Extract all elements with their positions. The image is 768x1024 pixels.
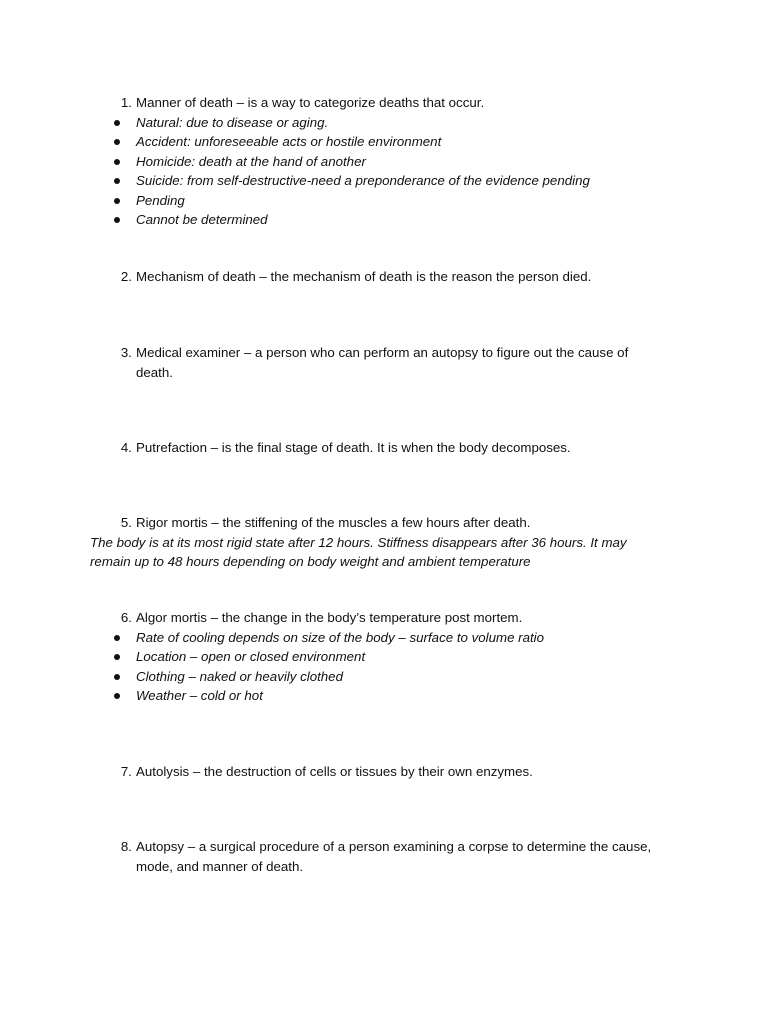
bullet-icon — [114, 635, 120, 641]
bullet-icon — [114, 693, 120, 699]
list-item-2 — [0, 267, 768, 287]
bullet-icon — [114, 674, 120, 680]
bullet-list — [0, 628, 768, 706]
item-text: Medical examiner – a person who can perform an autopsy to figure out the cause of — [136, 345, 629, 360]
bullet-item: Clothing – naked or heavily clothed — [0, 667, 768, 687]
item-text: Manner of death – is a way to categorize deaths that occur. — [136, 95, 485, 110]
bullet-item: Homicide: death at the hand of another — [0, 152, 768, 172]
list-item-1 — [0, 93, 768, 230]
list-item-7 — [0, 762, 768, 782]
item-number: 2. — [120, 269, 132, 284]
item-text: Putrefaction – is the final stage of death. It is when the body decomposes. — [136, 440, 571, 455]
bullet-item: Pending — [0, 191, 768, 211]
list-item-5 — [0, 513, 768, 572]
bullet-icon — [114, 198, 120, 204]
list-item-4 — [0, 438, 768, 458]
bullet-item: Natural: due to disease or aging. — [0, 113, 768, 133]
item-text: Autolysis – the destruction of cells or tissues by their own enzymes. — [136, 764, 533, 779]
item-text: Algor mortis – the change in the body’s temperature post mortem. — [136, 610, 523, 625]
bullet-list — [0, 113, 768, 230]
item-number: 1. — [120, 95, 132, 110]
item-text-continuation: death. — [136, 364, 173, 380]
list-item-3 — [0, 343, 768, 382]
item-text: Mechanism of death – the mechanism of death is the reason the person died. — [136, 269, 592, 284]
item-number: 8. — [120, 839, 132, 854]
bullet-item: Rate of cooling depends on size of the body – surface to volume ratio — [0, 628, 768, 648]
item-number: 4. — [120, 440, 132, 455]
bullet-icon — [114, 120, 120, 126]
item-text: Autopsy – a surgical procedure of a person examining a corpse to determine the cause, — [136, 839, 652, 854]
item-number: 5. — [120, 515, 132, 530]
item-text: Rigor mortis – the stiffening of the muscles a few hours after death. — [136, 515, 531, 530]
bullet-item: Accident: unforeseeable acts or hostile environment — [0, 132, 768, 152]
bullet-item: Suicide: from self-destructive-need a preponderance of the evidence pending — [0, 171, 768, 191]
bullet-item: Cannot be determined — [0, 210, 768, 230]
item-number: 3. — [120, 345, 132, 360]
bullet-icon — [114, 178, 120, 184]
item-number: 7. — [120, 764, 132, 779]
bullet-icon — [114, 654, 120, 660]
list-item-8 — [0, 837, 768, 876]
bullet-item: Location – open or closed environment — [0, 647, 768, 667]
item-number: 6. — [120, 610, 132, 625]
bullet-icon — [114, 159, 120, 165]
bullet-icon — [114, 217, 120, 223]
list-item-6 — [0, 608, 768, 706]
bullet-icon — [114, 139, 120, 145]
bullet-item: Weather – cold or hot — [0, 686, 768, 706]
item-note: The body is at its most rigid state after 12 hours. Stiffness disappears after 36 hours. It may remain up to 48 hours depending on body weight and ambient temperature — [90, 534, 627, 569]
item-text-continuation: mode, and manner of death. — [136, 858, 304, 874]
